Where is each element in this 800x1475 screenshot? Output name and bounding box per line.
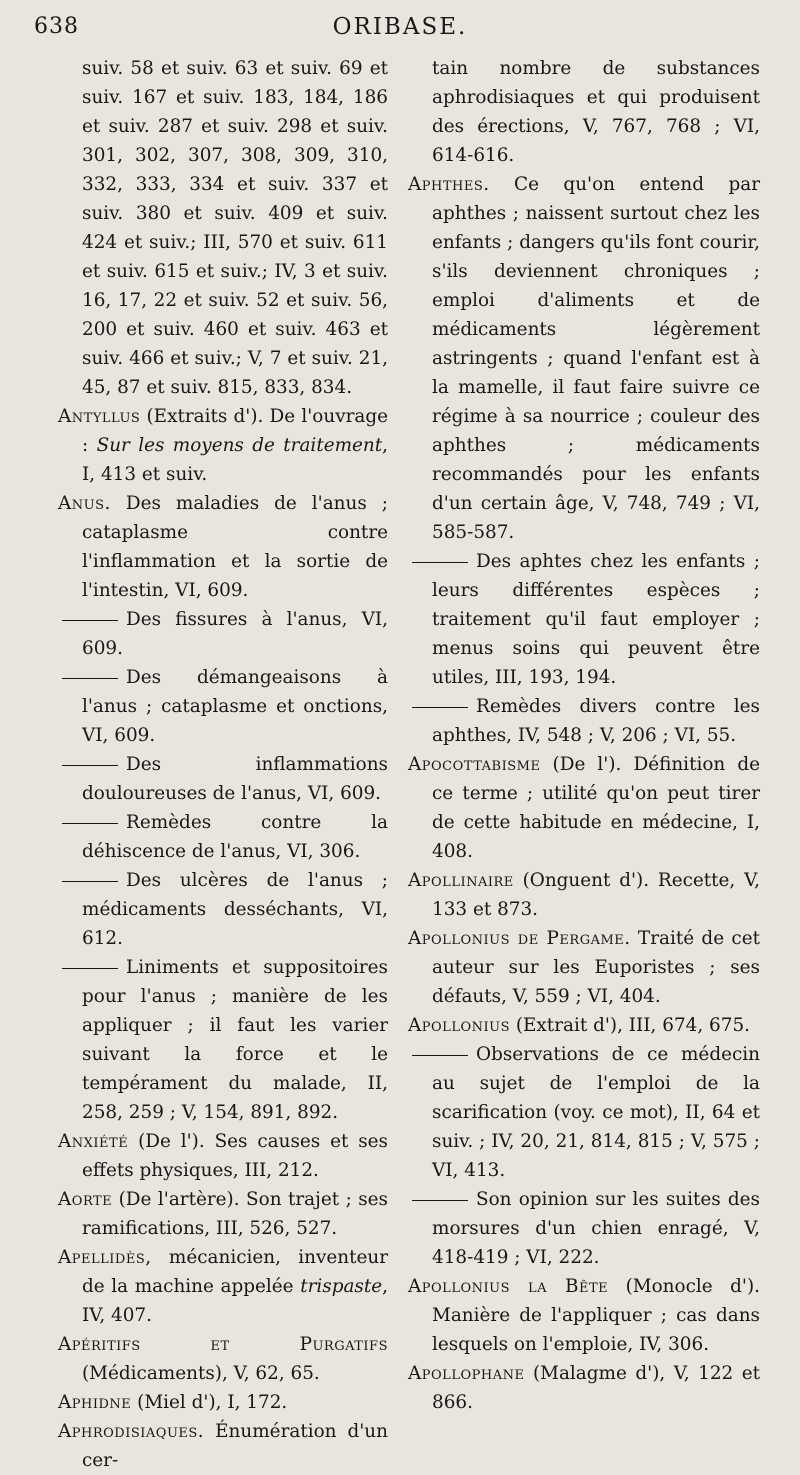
entry-text: Traité de cet auteur sur les Euporistes ; ses défauts, V, 559 ; VI, 404. [432,928,760,1007]
left-column [58,54,388,1475]
entry-text: Énumération d'un cer- [82,1421,388,1471]
ditto-dash [62,620,118,621]
entry-headword: Apollonius de Pergame. [408,928,631,949]
entry-headword: Aphidne [58,1392,132,1413]
entry-headword: Apollophane [408,1363,525,1384]
entry-text: (De l'). Définition de ce terme ; utilité qu'on peut tirer de cette habitude en médecine, I, 408. [432,754,760,862]
index-subentry [58,750,388,808]
index-entry [408,1272,760,1359]
entry-headword: Aorte [58,1189,113,1210]
index-entry [408,866,760,924]
entry-headword: Apellidès, [58,1247,152,1268]
ditto-dash [62,678,118,679]
entry-text: (De l'). Ses causes et ses effets physiques, III, 212. [82,1131,388,1181]
index-entry [408,170,760,547]
index-entry [58,1127,388,1185]
entry-text: (Médicaments), V, 62, 65. [82,1363,320,1384]
index-entry [58,54,388,402]
index-subentry [58,605,388,663]
entry-headword: Apollonius [408,1015,510,1036]
index-entry [408,1011,760,1040]
ditto-dash [412,562,468,563]
index-subentry [58,663,388,750]
index-subentry [408,1185,760,1272]
entry-headword: Apéritifs et Purgatifs [58,1334,388,1355]
entry-text: (Onguent d'). Recette, V, 133 et 873. [432,870,760,920]
index-entry [58,1185,388,1243]
entry-tail: , I, 413 et suiv. [82,435,389,485]
index-subentry [408,547,760,692]
entry-text: Remèdes divers contre les aphthes, IV, 548 ; V, 206 ; VI, 55. [432,696,760,746]
entry-text: (De l'artère). Son trajet ; ses ramifications, III, 526, 527. [82,1189,388,1239]
entry-text: Observations de ce médecin au sujet de l'emploi de la scarification (voy. ce mot), II, 64 et suiv. ; IV, 20, 21, 814, 815 ; V, 575 ; VI, 413. [432,1044,760,1181]
entry-text: Des ulcères de l'anus ; médicaments desséchants, VI, 612. [82,870,388,949]
index-subentry [408,692,760,750]
index-entry [58,402,388,489]
entry-text: mécanicien, inventeur de la machine appelée [82,1247,388,1297]
index-entry [408,54,760,170]
entry-text: Des aphtes chez les enfants ; leurs différentes espèces ; traitement qu'il faut employer ; menus soins qui peuvent être utiles, III, 193, 194. [432,551,760,688]
page-header [0,14,800,54]
index-entry [58,1243,388,1330]
entry-text: Son opinion sur les suites des morsures d'un chien enragé, V, 418-419 ; VI, 222. [432,1189,760,1268]
entry-text: Liniments et suppositoires pour l'anus ; manière de les appliquer ; il faut les varier suivant la force et le tempérament du malade, II, 258, 259 ; V, 154, 891, 892. [82,957,388,1123]
entry-text: Ce qu'on entend par aphthes ; naissent surtout chez les enfants ; dangers qu'ils font courir, s'ils deviennent chroniques ; emploi d'aliments et de médicaments légèrement astringents ; quand l'enfant est à la mamelle, il faut faire suivre ce régime à sa nourrice ; couleur des aphthes ; médicaments recommandés pour les enfants d'un certain âge, V, 748, 749 ; VI, 585-587. [432,174,760,543]
entry-text: tain nombre de substances aphrodisiaques et qui produisent des érections, V, 767, 768 ; VI, 614-616. [432,58,760,166]
entry-text: (Malagme d'), V, 122 et 866. [432,1363,760,1413]
entry-text: Remèdes contre la déhiscence de l'anus, VI, 306. [82,812,388,862]
entry-text: Des maladies de l'anus ; cataplasme contre l'inflammation et la sortie de l'intestin, VI, 609. [82,493,388,601]
ditto-dash [62,765,118,766]
index-subentry [58,953,388,1127]
entry-headword: Apollinaire [408,870,514,891]
index-subentry [58,866,388,953]
entry-tail: , IV, 407. [82,1276,388,1326]
entry-headword: Antyllus [58,406,141,427]
entry-italic: Sur les moyens de traitement [96,435,383,456]
index-entry [408,750,760,866]
ditto-dash [412,707,468,708]
ditto-dash [62,881,118,882]
entry-text: (Extraits d'). De l'ouvrage : [82,406,388,456]
entry-text: Des inflammations douloureuses de l'anus, VI, 609. [82,754,388,804]
right-column [408,54,760,1417]
entry-headword: Aphthes. [408,174,490,195]
entry-text: (Monocle d'). Manière de l'appliquer ; cas dans lesquels on l'emploie, IV, 306. [432,1276,760,1355]
ditto-dash [412,1055,468,1056]
entry-text: Des fissures à l'anus, VI, 609. [82,609,388,659]
index-entry [58,1417,388,1475]
entry-headword: Anus. [58,493,111,514]
entry-text: suiv. 58 et suiv. 63 et suiv. 69 et suiv. 167 et suiv. 183, 184, 186 et suiv. 287 et suiv. 298 et suiv. 301, 302, 307, 308, 309, 310, 332, 333, 334 et suiv. 337 et suiv. 380 et suiv. 409 et suiv. 424 et suiv.; III, 570 et suiv. 611 et suiv. 615 et suiv.; IV, 3 et suiv. 16, 17, 22 et suiv. 52 et suiv. 56, 200 et suiv. 460 et suiv. 463 et suiv. 466 et suiv.; V, 7 et suiv. 21, 45, 87 et suiv. 815, 833, 834. [82,58,388,398]
index-entry [58,1388,388,1417]
entry-text: (Miel d'), I, 172. [131,1392,288,1413]
entry-headword: Anxiété [58,1131,129,1152]
ditto-dash [62,968,118,969]
index-entry [408,1359,760,1417]
index-entry [408,924,760,1011]
entry-text: Des démangeaisons à l'anus ; cataplasme et onctions, VI, 609. [82,667,388,746]
entry-text: (Extrait d'), III, 674, 675. [509,1015,750,1036]
entry-italic: trispaste [300,1276,383,1297]
entry-headword: Apocottabisme [408,754,541,775]
index-entry [58,1330,388,1388]
index-subentry [408,1040,760,1185]
page-number: 638 [34,14,79,39]
ditto-dash [62,823,118,824]
index-entry [58,489,388,605]
entry-headword: Apollonius la Bête [408,1276,609,1297]
entry-headword: Aphrodisiaques. [58,1421,205,1442]
running-title: ORIBASE. [332,14,468,40]
ditto-dash [412,1200,468,1201]
index-subentry [58,808,388,866]
